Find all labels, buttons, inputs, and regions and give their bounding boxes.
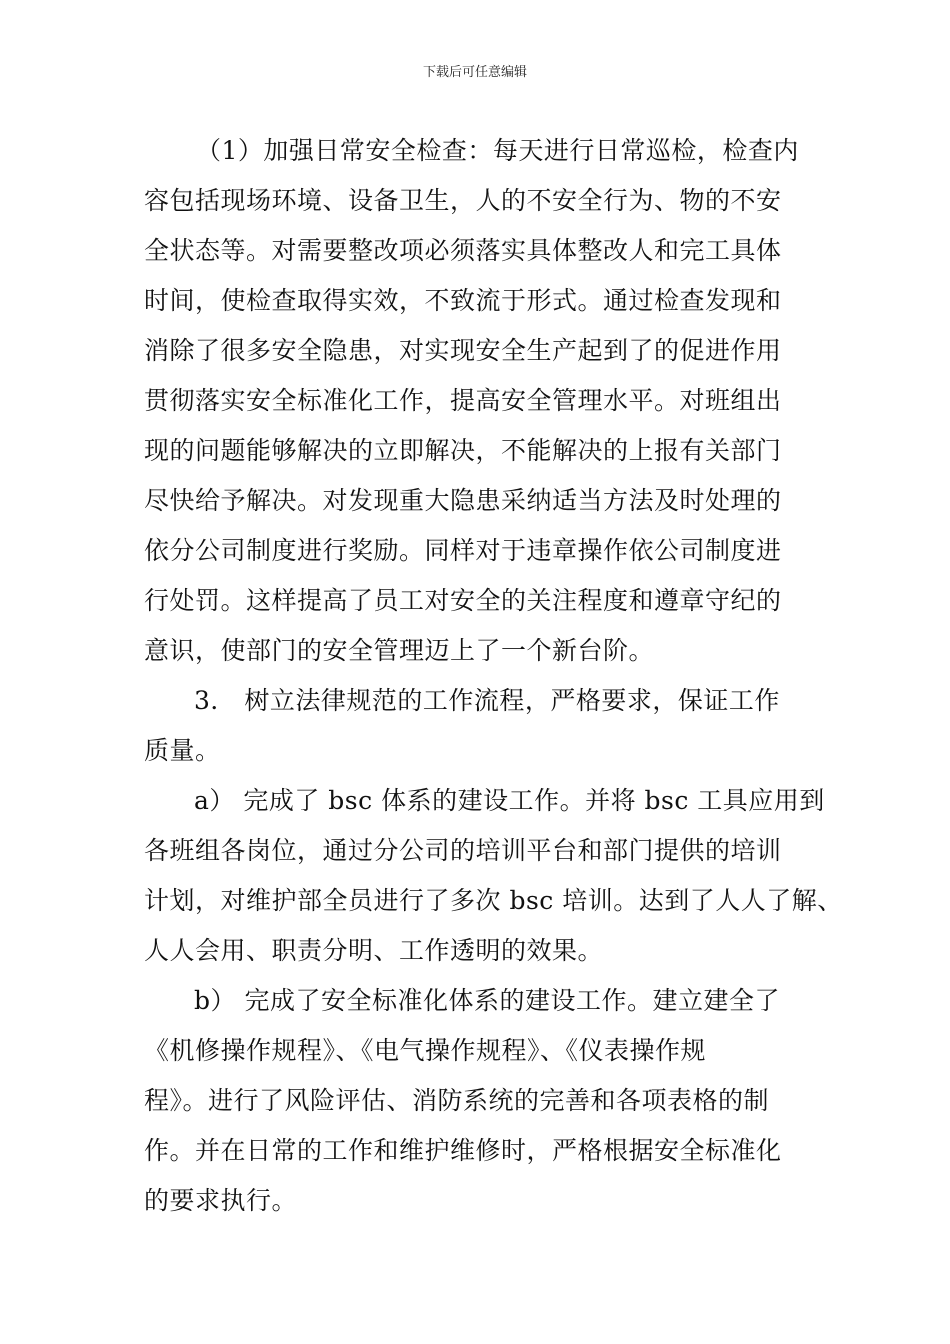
paragraph-line: 意识，使部门的安全管理迈上了一个新台阶。: [144, 636, 655, 665]
paragraph-line: 依分公司制度进行奖励。同样对于违章操作依公司制度进: [144, 536, 782, 565]
list-item-line: a） 完成了 bsc 体系的建设工作。并将 bsc 工具应用到: [194, 786, 825, 815]
paragraph-line: 时间，使检查取得实效，不致流于形式。通过检查发现和: [144, 286, 782, 315]
paragraph-line: 尽快给予解决。对发现重大隐患采纳适当方法及时处理的: [144, 486, 782, 515]
list-item-line: 的要求执行。: [144, 1186, 298, 1215]
list-item-line: 程》。进行了风险评估、消防系统的完善和各项表格的制: [144, 1086, 770, 1115]
paragraph-line: 现的问题能够解决的立即解决，不能解决的上报有关部门: [144, 436, 782, 465]
list-item-line: 《机修操作规程》、《电气操作规程》、《仪表操作规: [144, 1036, 707, 1065]
list-item-line: 计划，对维护部全员进行了多次 bsc 培训。达到了人人了解、: [144, 886, 843, 915]
paragraph-line: （1）加强日常安全检查：每天进行日常巡检，检查内: [196, 136, 799, 165]
list-item-line: 各班组各岗位，通过分公司的培训平台和部门提供的培训: [144, 836, 782, 865]
paragraph-line: 全状态等。对需要整改项必须落实具体整改人和完工具体: [144, 236, 782, 265]
section-heading-line: 3． 树立法律规范的工作流程，严格要求，保证工作: [194, 686, 780, 715]
document-body: [144, 126, 843, 1226]
paragraph-line: 容包括现场环境、设备卫生，人的不安全行为、物的不安: [144, 186, 782, 215]
paragraph-line: 消除了很多安全隐患，对实现安全生产起到了的促进作用: [144, 336, 782, 365]
paragraph-line: 贯彻落实安全标准化工作，提高安全管理水平。对班组出: [144, 386, 782, 415]
paragraph-line: 行处罚。这样提高了员工对安全的关注程度和遵章守纪的: [144, 586, 782, 615]
list-item-line: b） 完成了安全标准化体系的建设工作。建立建全了: [194, 986, 780, 1015]
list-item-line: 作。并在日常的工作和维护维修时，严格根据安全标准化: [144, 1136, 782, 1165]
page-header: 下载后可任意编辑: [422, 65, 527, 80]
section-heading-line: 质量。: [144, 736, 221, 765]
list-item-line: 人人会用、职责分明、工作透明的效果。: [144, 936, 604, 965]
